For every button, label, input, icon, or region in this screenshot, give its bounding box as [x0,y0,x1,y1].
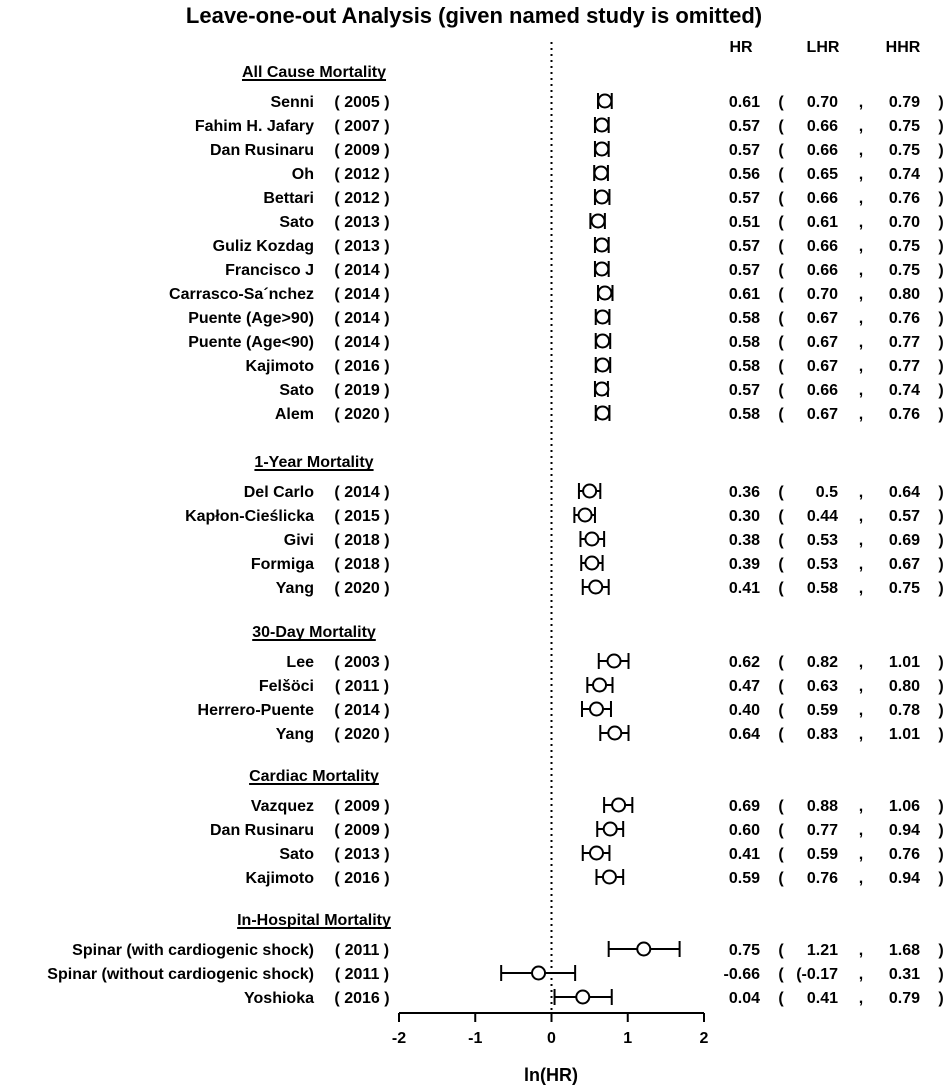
point-estimate [593,679,606,692]
open-paren: ( [778,334,784,351]
close-paren: ) [938,870,944,887]
study-year: ( 2020 ) [334,406,390,423]
hr-value: 0.47 [728,678,760,695]
hr-value: 0.57 [728,382,760,399]
hr-value: 0.41 [728,580,760,597]
hhr-value: 0.76 [888,406,920,423]
close-paren: ) [938,118,944,135]
point-estimate [595,263,608,276]
hhr-value: 0.76 [888,310,920,327]
study-year: ( 2011 ) [334,942,390,959]
open-paren: ( [778,870,784,887]
study-year: ( 2018 ) [334,532,390,549]
study-year: ( 2011 ) [334,966,390,983]
point-estimate [596,311,609,324]
lhr-value: 0.66 [806,238,838,255]
close-paren: ) [938,942,944,959]
study-year: ( 2013 ) [334,214,390,231]
study-name: Bettari [263,190,314,207]
hhr-value: 1.01 [888,726,920,743]
study-name: Yang [275,726,314,743]
study-name: Puente (Age<90) [188,334,314,351]
comma: , [858,382,864,399]
comma: , [858,142,864,159]
study-year: ( 2014 ) [334,310,390,327]
lhr-value: 0.67 [806,358,838,375]
open-paren: ( [778,190,784,207]
open-paren: ( [778,358,784,375]
hhr-value: 1.06 [888,798,920,815]
hr-value: 0.39 [728,556,760,573]
point-estimate [598,287,611,300]
point-estimate [595,119,608,132]
lhr-value: 0.66 [806,118,838,135]
study-name: Kapłon-Cieślicka [185,508,314,525]
lhr-value: 1.21 [806,942,838,959]
comma: , [858,508,864,525]
comma: , [858,214,864,231]
point-estimate [589,581,602,594]
hr-value: 0.59 [728,870,760,887]
column-header-hr: HR [729,39,753,56]
hr-value: 0.57 [728,142,760,159]
section-title: 30-Day Mortality [252,624,376,641]
point-estimate [595,383,608,396]
lhr-value: 0.76 [806,870,838,887]
hr-value: 0.64 [728,726,760,743]
comma: , [858,484,864,501]
comma: , [858,94,864,111]
hhr-value: 0.57 [888,508,920,525]
hr-value: 0.75 [728,942,760,959]
point-estimate [583,485,596,498]
lhr-value: 0.41 [806,990,838,1007]
open-paren: ( [778,484,784,501]
close-paren: ) [938,966,944,983]
lhr-value: 0.63 [806,678,838,695]
close-paren: ) [938,334,944,351]
study-name: Yoshioka [244,990,314,1007]
study-year: ( 2014 ) [334,262,390,279]
study-name: Francisco J [225,262,314,279]
open-paren: ( [778,262,784,279]
point-estimate [576,991,589,1004]
study-name: Oh [291,166,314,183]
comma: , [858,580,864,597]
study-year: ( 2013 ) [334,846,390,863]
comma: , [858,166,864,183]
open-paren: ( [778,702,784,719]
study-year: ( 2019 ) [334,382,390,399]
point-estimate [612,799,625,812]
close-paren: ) [938,532,944,549]
open-paren: ( [778,508,784,525]
close-paren: ) [938,798,944,815]
section-title: All Cause Mortality [241,64,387,81]
hr-value: 0.40 [728,702,760,719]
hr-value: 0.58 [728,358,760,375]
hr-value: 0.56 [728,166,760,183]
point-estimate [585,557,598,570]
point-estimate [590,703,603,716]
study-year: ( 2009 ) [334,798,390,815]
hr-value: 0.57 [728,190,760,207]
lhr-value: 0.83 [806,726,838,743]
close-paren: ) [938,580,944,597]
point-estimate [637,943,650,956]
hhr-value: 0.75 [888,118,920,135]
comma: , [858,334,864,351]
hr-value: 0.51 [728,214,760,231]
hr-value: 0.58 [728,310,760,327]
hhr-value: 0.80 [888,286,920,303]
lhr-value: 0.66 [806,190,838,207]
point-estimate [579,509,592,522]
study-year: ( 2007 ) [334,118,390,135]
lhr-value: 0.66 [806,382,838,399]
comma: , [858,406,864,423]
open-paren: ( [778,822,784,839]
study-year: ( 2020 ) [334,580,390,597]
study-name: Spinar (with cardiogenic shock) [72,942,314,959]
lhr-value: 0.59 [806,846,838,863]
point-estimate [604,823,617,836]
study-name: Formiga [250,556,314,573]
point-estimate [595,191,608,204]
study-name: Fahim H. Jafary [194,118,314,135]
close-paren: ) [938,556,944,573]
comma: , [858,532,864,549]
open-paren: ( [778,532,784,549]
hhr-value: 0.74 [888,382,920,399]
comma: , [858,702,864,719]
hhr-value: 1.01 [888,654,920,671]
lhr-value: 0.53 [806,532,838,549]
column-header-lhr: LHR [806,39,840,56]
hhr-value: 0.75 [888,142,920,159]
hhr-value: 0.79 [888,94,920,111]
comma: , [858,358,864,375]
hhr-value: 0.70 [888,214,920,231]
close-paren: ) [938,484,944,501]
hhr-value: 1.68 [888,942,920,959]
comma: , [858,726,864,743]
close-paren: ) [938,990,944,1007]
lhr-value: 0.44 [806,508,838,525]
comma: , [858,118,864,135]
lhr-value: 0.59 [806,702,838,719]
comma: , [858,286,864,303]
lhr-value: 0.53 [806,556,838,573]
hr-value: 0.57 [728,118,760,135]
comma: , [858,822,864,839]
study-name: Sato [279,214,314,231]
study-year: ( 2005 ) [334,94,390,111]
comma: , [858,798,864,815]
study-year: ( 2015 ) [334,508,390,525]
hr-value: 0.61 [728,286,760,303]
lhr-value: 0.88 [806,798,838,815]
hhr-value: 0.75 [888,262,920,279]
point-estimate [603,871,616,884]
study-year: ( 2012 ) [334,190,390,207]
lhr-value: 0.67 [806,310,838,327]
open-paren: ( [778,214,784,231]
close-paren: ) [938,262,944,279]
lhr-value: 0.70 [806,286,838,303]
x-tick-label: -1 [468,1030,483,1047]
study-name: Lee [286,654,314,671]
open-paren: ( [778,556,784,573]
hhr-value: 0.77 [888,334,920,351]
study-name: Alem [274,406,314,423]
comma: , [858,678,864,695]
close-paren: ) [938,822,944,839]
point-estimate [585,533,598,546]
study-year: ( 2003 ) [334,654,390,671]
point-estimate [532,967,545,980]
study-name: Sato [279,846,314,863]
study-year: ( 2009 ) [334,822,390,839]
study-year: ( 2018 ) [334,556,390,573]
lhr-value: 0.77 [806,822,838,839]
column-header-hhr: HHR [885,39,921,56]
open-paren: ( [778,166,784,183]
study-year: ( 2014 ) [334,334,390,351]
hhr-value: 0.31 [888,966,920,983]
comma: , [858,238,864,255]
close-paren: ) [938,508,944,525]
hr-value: 0.58 [728,406,760,423]
study-name: Givi [283,532,314,549]
comma: , [858,654,864,671]
comma: , [858,190,864,207]
close-paren: ) [938,214,944,231]
study-name: Senni [270,94,314,111]
study-year: ( 2009 ) [334,142,390,159]
hr-value: 0.61 [728,94,760,111]
lhr-value: 0.61 [806,214,838,231]
close-paren: ) [938,726,944,743]
comma: , [858,310,864,327]
lhr-value: 0.58 [806,580,838,597]
section-title: In-Hospital Mortality [237,912,391,929]
open-paren: ( [778,286,784,303]
study-year: ( 2016 ) [334,358,390,375]
point-estimate [595,167,608,180]
hhr-value: 0.67 [888,556,920,573]
close-paren: ) [938,166,944,183]
close-paren: ) [938,678,944,695]
section-title: 1-Year Mortality [254,454,374,471]
point-estimate [596,407,609,420]
study-year: ( 2014 ) [334,484,390,501]
hhr-value: 0.80 [888,678,920,695]
open-paren: ( [778,406,784,423]
open-paren: ( [778,118,784,135]
point-estimate [596,359,609,372]
lhr-value: 0.82 [806,654,838,671]
x-tick-label: 2 [699,1030,709,1047]
study-year: ( 2012 ) [334,166,390,183]
hhr-value: 0.69 [888,532,920,549]
section-title: Cardiac Mortality [249,768,379,785]
hr-value: 0.36 [728,484,760,501]
study-name: Kajimoto [245,358,314,375]
study-name: Dan Rusinaru [209,142,314,159]
hr-value: -0.66 [723,966,760,983]
study-name: Spinar (without cardiogenic shock) [47,966,314,983]
open-paren: ( [778,142,784,159]
study-year: ( 2011 ) [334,678,390,695]
hr-value: 0.69 [728,798,760,815]
hhr-value: 0.78 [888,702,920,719]
point-estimate [592,215,605,228]
open-paren: ( [778,238,784,255]
lhr-value: 0.65 [806,166,838,183]
study-year: ( 2016 ) [334,990,390,1007]
study-year: ( 2014 ) [334,286,390,303]
close-paren: ) [938,190,944,207]
close-paren: ) [938,142,944,159]
hr-value: 0.58 [728,334,760,351]
hr-value: 0.04 [728,990,760,1007]
x-tick-label: 0 [547,1030,556,1047]
study-name: Dan Rusinaru [209,822,314,839]
forest-rows [47,64,943,1007]
study-name: Del Carlo [243,484,314,501]
point-estimate [608,655,621,668]
open-paren: ( [778,942,784,959]
open-paren: ( [778,382,784,399]
comma: , [858,556,864,573]
lhr-value: 0.5 [815,484,838,501]
study-name: Felšöci [258,678,314,695]
study-name: Guliz Kozdag [212,238,314,255]
hhr-value: 0.76 [888,190,920,207]
hhr-value: 0.94 [888,870,920,887]
open-paren: ( [778,94,784,111]
study-name: Puente (Age>90) [188,310,314,327]
hhr-value: 0.76 [888,846,920,863]
lhr-value: 0.66 [806,262,838,279]
study-year: ( 2014 ) [334,702,390,719]
point-estimate [608,727,621,740]
hr-value: 0.41 [728,846,760,863]
lhr-value: (-0.17 [796,966,838,983]
close-paren: ) [938,358,944,375]
x-tick-label: 1 [623,1030,633,1047]
open-paren: ( [778,726,784,743]
point-estimate [590,847,603,860]
comma: , [858,262,864,279]
close-paren: ) [938,286,944,303]
close-paren: ) [938,94,944,111]
close-paren: ) [938,406,944,423]
hr-value: 0.62 [728,654,760,671]
chart-title: Leave-one-out Analysis (given named study is omitted) [185,3,763,28]
lhr-value: 0.70 [806,94,838,111]
hr-value: 0.38 [728,532,760,549]
close-paren: ) [938,238,944,255]
hhr-value: 0.94 [888,822,920,839]
study-name: Carrasco-Sa´nchez [169,286,314,303]
comma: , [858,846,864,863]
study-year: ( 2016 ) [334,870,390,887]
study-name: Kajimoto [245,870,314,887]
close-paren: ) [938,310,944,327]
point-estimate [595,143,608,156]
open-paren: ( [778,310,784,327]
open-paren: ( [778,580,784,597]
close-paren: ) [938,654,944,671]
hhr-value: 0.79 [888,990,920,1007]
lhr-value: 0.67 [806,334,838,351]
hr-value: 0.60 [728,822,760,839]
comma: , [858,990,864,1007]
open-paren: ( [778,654,784,671]
lhr-value: 0.67 [806,406,838,423]
hhr-value: 0.77 [888,358,920,375]
lhr-value: 0.66 [806,142,838,159]
close-paren: ) [938,702,944,719]
study-year: ( 2013 ) [334,238,390,255]
point-estimate [596,335,609,348]
hr-value: 0.57 [728,262,760,279]
hhr-value: 0.64 [888,484,920,501]
x-axis-label: ln(HR) [524,1065,578,1085]
study-name: Herrero-Puente [197,702,314,719]
hhr-value: 0.75 [888,238,920,255]
x-axis [392,1013,709,1085]
open-paren: ( [778,966,784,983]
point-estimate [595,239,608,252]
hhr-value: 0.75 [888,580,920,597]
close-paren: ) [938,846,944,863]
comma: , [858,966,864,983]
open-paren: ( [778,678,784,695]
study-name: Yang [275,580,314,597]
close-paren: ) [938,382,944,399]
comma: , [858,942,864,959]
open-paren: ( [778,798,784,815]
open-paren: ( [778,846,784,863]
study-name: Vazquez [250,798,314,815]
comma: , [858,870,864,887]
study-year: ( 2020 ) [334,726,390,743]
point-estimate [598,95,611,108]
hr-value: 0.30 [728,508,760,525]
open-paren: ( [778,990,784,1007]
study-name: Sato [279,382,314,399]
x-tick-label: -2 [391,1030,407,1047]
hr-value: 0.57 [728,238,760,255]
hhr-value: 0.74 [888,166,920,183]
